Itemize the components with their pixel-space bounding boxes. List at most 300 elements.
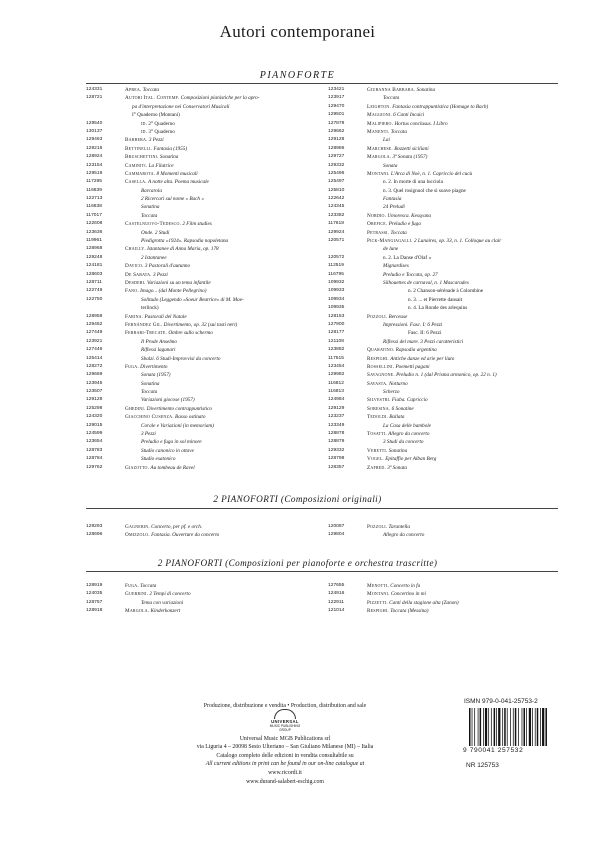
catalog-entry (328, 212, 568, 220)
catalog-entry (86, 187, 318, 195)
catalog-code: 123237 (328, 414, 345, 420)
catalog-code: 116812 (328, 380, 344, 386)
catalog-code: 129216 (86, 145, 103, 151)
entry-text (367, 599, 459, 607)
entry-text (367, 111, 424, 119)
entry-text (141, 355, 220, 363)
work-title: 3 Pezzi (148, 137, 164, 144)
catalog-code: 129982 (328, 372, 345, 378)
entry-text (367, 128, 407, 136)
catalog-code: 129332 (328, 447, 345, 453)
catalog-entry (86, 111, 318, 119)
entry-text (125, 582, 156, 590)
work-title: I° Quaderno (Montani) (132, 112, 180, 119)
catalog-entry (86, 145, 318, 153)
work-title: Corale e Variazioni (in memoriam) (141, 422, 214, 429)
work-title: Notturno (388, 380, 408, 387)
catalog-entry (328, 438, 568, 446)
entry-text (125, 313, 187, 321)
catalog-entry (328, 262, 568, 270)
catalog-entry (86, 271, 318, 279)
orchestra-left-column (86, 582, 318, 616)
catalog-code: 116795 (328, 271, 344, 277)
work-title: Preludio e Toccata, op. 27 (383, 271, 438, 278)
catalog-entry (328, 599, 568, 607)
work-title: n. 3. ... et Pierrette dansait (408, 296, 463, 303)
entry-text (125, 262, 190, 270)
composer-name: Savagnone. (367, 372, 395, 379)
catalog-entry (328, 279, 568, 287)
website-link-durand[interactable]: www.durand-salabert-eschig.com (246, 778, 324, 785)
work-title: Mignardises (383, 263, 409, 270)
work-title: Fantasia (383, 196, 402, 203)
work-title: 3 Pezzi (152, 271, 168, 278)
catalog-code: 129662 (328, 128, 345, 134)
work-title: Sonatina (416, 87, 436, 93)
catalog-code: 117515 (328, 355, 344, 361)
work-title: Divertimento, op. 32 (sui tasti neri) (163, 321, 238, 328)
entry-text (141, 254, 167, 262)
composer-name: Leighton. (367, 103, 391, 110)
work-title: Sonatina (141, 204, 160, 211)
catalog-entry (328, 582, 568, 590)
catalog-entry (86, 229, 318, 237)
catalog-code: 121108 (328, 338, 344, 344)
catalog-entry (86, 313, 318, 321)
catalog-code: 128878 (328, 431, 345, 437)
entry-text (125, 363, 168, 371)
composer-name: Malipiero. (367, 120, 394, 127)
composer-name: Fano. (125, 288, 139, 295)
entry-text (125, 162, 174, 170)
work-title: Piedigrotta «1924». Rapsodia napoletana (141, 238, 229, 245)
catalog-entry (328, 220, 568, 228)
catalog-entry (328, 162, 568, 170)
catalog-code: 124599 (86, 431, 103, 437)
entry-text (383, 178, 443, 186)
entry-text (125, 464, 195, 472)
work-title: Toccata (Messina) (390, 608, 429, 615)
catalog-number: NR 125753 (466, 762, 499, 769)
work-title: La Filatrice (148, 162, 174, 169)
entry-text (125, 170, 198, 178)
entry-text (125, 153, 178, 161)
catalog-code: 129540 (86, 120, 103, 126)
entry-text (367, 86, 435, 94)
catalog-code: 116839 (86, 187, 102, 193)
catalog-entry (86, 531, 318, 539)
work-title: Kinderkonzert (150, 608, 181, 615)
work-title: Ombre sullo schermo (168, 330, 213, 337)
catalog-code: 123382 (328, 212, 345, 218)
entry-text (383, 271, 438, 279)
catalog-code: 125496 (328, 170, 345, 176)
work-title: La Casa delle bambole (383, 422, 431, 429)
catalog-entry (86, 220, 318, 228)
catalog-entry (86, 590, 318, 598)
globe-icon (274, 709, 296, 719)
catalog-code: 129128 (328, 137, 345, 143)
entry-text (141, 422, 214, 430)
work-title: 3 Studi da concerto (383, 439, 424, 446)
composer-name: Margola. (367, 154, 392, 161)
entry-text (367, 396, 428, 404)
catalog-code: 123454 (328, 363, 345, 369)
entry-text (125, 321, 237, 329)
catalog-code: 122749 (86, 288, 103, 294)
entry-text (383, 338, 463, 346)
work-title: 8 Momenti musicali (156, 170, 198, 177)
website-link-ricordi[interactable]: www.ricordi.it (268, 769, 302, 776)
catalog-code: 123882 (328, 347, 345, 353)
catalog-entry (86, 438, 318, 446)
work-title: Toccata (383, 95, 400, 102)
catalog-entry (328, 355, 568, 363)
entry-text (141, 128, 175, 136)
work-title: Solitudo (Leggendo «Soeur Beatrice» di M. Mae- (141, 296, 244, 303)
catalog-code: 127655 (328, 583, 345, 588)
catalog-code: 128798 (328, 456, 345, 462)
catalog-code: 129501 (328, 112, 345, 118)
catalog-code: 128784 (86, 456, 103, 462)
composer-name: Desderi. (125, 279, 146, 286)
entry-text (383, 162, 397, 170)
work-title: Impressioni. Fasc. I: 6 Pezzi (383, 321, 443, 328)
entry-text (141, 120, 175, 128)
universal-logo: UNIVERSAL MUSIC PUBLISHING GROUP (265, 709, 305, 733)
composer-name: Guerrini. (125, 591, 149, 598)
catalog-entry (328, 287, 568, 295)
work-title: Concerto, per pf. e orch. (151, 524, 203, 530)
work-title: Studio esatonico (141, 456, 176, 463)
catalog-code: 109935 (328, 305, 345, 311)
entry-text (367, 355, 454, 363)
composer-name: Fuga. (125, 583, 139, 589)
entry-text (141, 338, 177, 346)
catalog-code: 120087 (328, 524, 345, 529)
catalog-entry (328, 245, 568, 253)
composer-name: Casella. (125, 179, 147, 186)
composer-name: Zafred. (367, 464, 386, 471)
catalog-code: 124916 (328, 591, 345, 597)
entry-text (383, 254, 431, 262)
composer-name: Autori Ital. Contemp. (125, 95, 180, 102)
section-2-pianoforti-orchestra-heading: 2 PIANOFORTI (Composizioni per pianoforte e orchestra trascritte) (157, 558, 438, 568)
catalog-code: 129015 (86, 422, 103, 428)
entry-text (367, 170, 472, 178)
catalog-code: 123921 (86, 338, 103, 344)
entry-text (383, 422, 431, 430)
entry-text (125, 220, 212, 228)
catalog-entry (328, 338, 568, 346)
entry-text (367, 380, 408, 388)
entry-text (367, 607, 428, 615)
work-title: 2 Film studies (182, 221, 212, 228)
entry-text (125, 523, 202, 531)
entry-text (141, 237, 228, 245)
catalog-code: 122608 (86, 221, 103, 227)
composer-name: Omizzolo. (125, 532, 150, 539)
work-title: Toccata (140, 583, 157, 589)
catalog-code: 112519 (328, 263, 344, 269)
work-title: Toccata (142, 87, 160, 93)
catalog-entry (328, 447, 568, 455)
entry-text (383, 136, 390, 144)
entry-text (367, 220, 421, 228)
catalog-entry (86, 86, 318, 94)
entry-text (367, 145, 429, 153)
composer-name: Barbera. (125, 137, 148, 144)
composer-name: Tedoldi. (367, 414, 388, 421)
work-title: Fantasia. Ouverture da concerto (151, 532, 220, 539)
catalog-code: 129470 (328, 103, 345, 109)
catalog-entry (328, 187, 568, 195)
catalog-code: 109934 (328, 296, 345, 302)
catalog-code: 127878 (328, 120, 345, 126)
page-title: Autori contemporanei (219, 22, 376, 41)
entry-text (125, 145, 187, 153)
entry-text (367, 103, 488, 111)
catalog-entry (86, 582, 318, 590)
catalog-code: 128757 (86, 599, 103, 605)
work-title: Concerto in fa (390, 583, 421, 589)
catalog-entry (328, 396, 568, 404)
catalog-entry (86, 212, 318, 220)
entry-text (367, 346, 437, 354)
catalog-code: 123507 (86, 389, 103, 395)
entry-text (141, 455, 175, 463)
catalog-code: 129804 (328, 532, 345, 538)
entry-text (125, 271, 168, 279)
entry-text (408, 296, 462, 304)
catalog-entry (86, 338, 318, 346)
entry-text (141, 430, 156, 438)
entry-text (125, 245, 219, 253)
work-title: Sonata (383, 162, 398, 169)
catalog-entry (328, 422, 568, 430)
composer-name: Vogel. (367, 456, 384, 463)
entry-text (383, 279, 469, 287)
catalog-entry (86, 396, 318, 404)
entry-text (141, 346, 175, 354)
catalog-entry (328, 380, 568, 388)
work-title: L'Arca di Noè, n. 1. Capriccio del cucù (390, 170, 473, 177)
catalog-entry (86, 203, 318, 211)
work-title: 24 Preludi (383, 204, 405, 211)
catalog-entry (328, 405, 568, 413)
composer-name: Fernández Gil. (125, 321, 163, 328)
composer-name: Margola. (125, 608, 150, 615)
work-title: Toccata (390, 229, 407, 236)
composer-name: Fuga. (125, 363, 139, 370)
catalog-entry (86, 304, 318, 312)
composer-name: Pozzoli. (367, 524, 388, 530)
entry-text (125, 531, 219, 539)
work-title: Epitaffio per Alban Berg (385, 456, 437, 463)
catalog-entry (328, 128, 568, 136)
entry-text (383, 245, 398, 253)
entry-text (141, 195, 204, 203)
catalog-entry (328, 430, 568, 438)
entry-text (383, 388, 399, 396)
composer-name: Respighi. (367, 608, 389, 615)
catalog-code: 119961 (86, 238, 102, 244)
composer-name: De Sabata. (125, 271, 152, 278)
composer-name: Petrassi. (367, 229, 390, 236)
work-title: Preludio n. 1 (dal Prisma armonico, op. 22 n. 1) (396, 372, 497, 379)
composer-name: Rossellini. (367, 363, 395, 370)
catalog-entry (328, 170, 568, 178)
entry-text (383, 531, 424, 539)
entry-text (125, 279, 211, 287)
catalog-code: 128272 (86, 363, 103, 369)
barcode-icon (463, 708, 571, 746)
work-title: Au tombeau de Ravel (150, 464, 195, 471)
work-title: Fantasia (1955) (153, 145, 188, 152)
catalog-code: 120572 (328, 254, 345, 260)
work-title: Silhouettes de carnaval, n. 1 Mascarades (383, 279, 469, 286)
catalog-code: 123636 (86, 229, 103, 235)
catalog-code: 129727 (328, 154, 345, 160)
catalog-code: 124181 (86, 263, 103, 269)
catalog-entry (86, 355, 318, 363)
footer-line: Universal Music MGB Publications srl (239, 735, 331, 742)
work-title: 3ª Sonata (1957) (392, 154, 428, 161)
entry-text (367, 447, 407, 455)
work-title: Concertino in mi (390, 591, 426, 598)
entry-text (367, 363, 430, 371)
catalog-code: 124345 (328, 204, 345, 210)
entry-text (408, 287, 483, 295)
work-title: 2 Istantanee (141, 254, 167, 261)
footer-line: Produzione, distribuzione e vendita • Production, distribution and sale (203, 703, 367, 709)
catalog-entry (86, 430, 318, 438)
catalog-code: 129293 (86, 524, 103, 529)
divider (86, 508, 558, 509)
catalog-entry (86, 296, 318, 304)
work-title: n. 2. In morte di una lucciola (383, 179, 443, 186)
work-title: 3 Pastorali d'autunno (144, 263, 191, 270)
catalog-code: 128919 (86, 583, 103, 588)
entry-text (367, 371, 497, 379)
work-title: Fiaba. Capriccio (391, 397, 428, 404)
entry-text (367, 229, 407, 237)
work-title: Istantanee di Anna Maria, op. 178 (147, 246, 219, 253)
catalog-entry (86, 321, 318, 329)
entry-text (383, 438, 423, 446)
catalog-entry (86, 245, 318, 253)
catalog-entry (328, 329, 568, 337)
entry-text (367, 405, 414, 413)
entry-text (141, 371, 171, 379)
section-2-pianoforti-heading: 2 PIANOFORTI (Composizioni originali) (213, 494, 382, 504)
catalog-entry (328, 371, 568, 379)
due-pianoforti-left-column (86, 523, 318, 540)
catalog-code: 129463 (86, 137, 103, 143)
composer-name: Silvestri. (367, 397, 391, 404)
catalog-code: 122642 (328, 196, 345, 202)
composer-name: Gagnebin. (125, 524, 150, 530)
catalog-code: 124035 (86, 591, 103, 597)
catalog-entry (328, 271, 568, 279)
entry-text (383, 203, 405, 211)
work-title: Tema con variazioni (141, 599, 184, 606)
due-pianoforti-right-column (328, 523, 568, 540)
entry-text (383, 321, 442, 329)
work-title: Canti della stagione alta (Zanon) (389, 599, 459, 606)
entry-text (367, 582, 420, 590)
catalog-code: 128177 (328, 330, 345, 336)
catalog-code: 128696 (86, 532, 103, 538)
entry-text (367, 430, 429, 438)
pianoforte-right-column (328, 86, 568, 472)
work-title: Allegro da concerto (388, 431, 430, 438)
composer-name: Giubanna Barbara. (367, 87, 416, 93)
catalog-code: 109933 (328, 288, 345, 294)
catalog-entry (328, 296, 568, 304)
entry-text (125, 86, 159, 94)
composer-name: Tosatti. (367, 431, 387, 438)
work-title: 6 Canti Incaici (393, 112, 425, 119)
divider (86, 571, 558, 572)
catalog-code: 129762 (86, 464, 103, 470)
work-title: Studio canonico in ottave (141, 447, 194, 454)
entry-text (141, 447, 194, 455)
catalog-entry (86, 94, 318, 102)
catalog-entry (86, 254, 318, 262)
entry-text (125, 413, 205, 421)
work-title: Riflessi del mare. 3 Pezzi caratteristici (383, 338, 464, 345)
composer-name: Maggioni. (367, 112, 392, 119)
ismn-code: ISMN 979-0-041-25753-2 (464, 698, 538, 705)
catalog-entry (328, 136, 568, 144)
work-title: Preludio e fuga in sol minore (141, 439, 202, 446)
entry-text (141, 599, 183, 607)
catalog-code: 128918 (86, 608, 103, 614)
catalog-entry (328, 523, 568, 531)
catalog-code: 124320 (86, 414, 103, 420)
catalog-entry (328, 94, 568, 102)
catalog-entry (86, 464, 318, 472)
composer-name: Marchese. (367, 145, 393, 152)
composer-name: Bruschettini. (125, 154, 159, 161)
entry-text (125, 287, 206, 295)
work-title: Riflessi lagunari (141, 347, 176, 354)
work-title: Composizioni pianistiche per la apro- (180, 95, 260, 102)
work-title: Divertimento contrappuntistico (146, 405, 212, 412)
catalog-code: 117017 (86, 212, 102, 218)
work-title: 2° Quaderno (148, 120, 175, 127)
work-title: Sonatina (141, 380, 160, 387)
catalog-code: 124984 (328, 397, 345, 403)
entry-text (125, 178, 209, 186)
section-pianoforte-heading: PIANOFORTE (259, 70, 336, 81)
catalog-entry (328, 590, 568, 598)
composer-name: Pozzoli. (367, 313, 388, 320)
catalog-entry (86, 279, 318, 287)
catalog-entry (86, 128, 318, 136)
entry-text (125, 136, 164, 144)
catalog-entry (86, 287, 318, 295)
entry-text (125, 329, 213, 337)
catalog-entry (328, 363, 568, 371)
entry-text (383, 94, 399, 102)
catalog-code: 123945 (86, 380, 103, 386)
composer-name: Nordio. (367, 212, 387, 219)
work-title: 2 Lunaires, op. 33, n. 1. Colloque au clair (414, 238, 502, 245)
entry-text (383, 195, 401, 203)
entry-text (367, 120, 448, 128)
